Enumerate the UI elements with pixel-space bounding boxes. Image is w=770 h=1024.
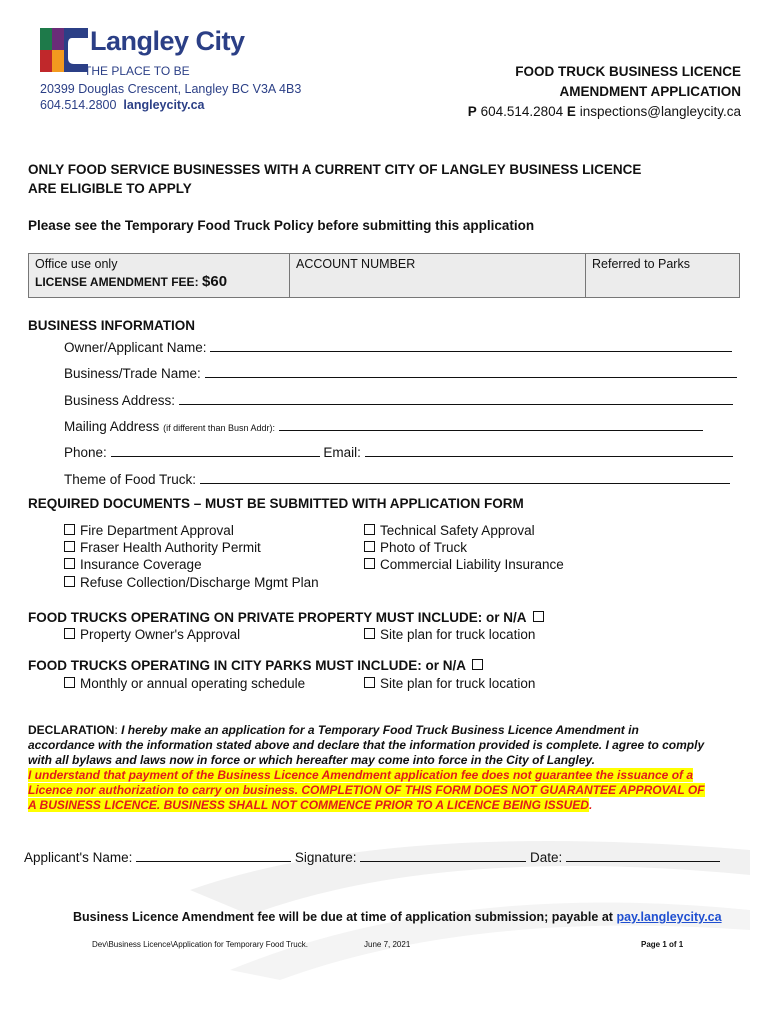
signature-row bbox=[24, 848, 720, 865]
city-address: 20399 Douglas Crescent, Langley BC V3A 4B3 bbox=[40, 82, 302, 96]
doc-fire-dept[interactable]: Fire Department Approval bbox=[64, 523, 234, 538]
owner-name-field[interactable] bbox=[210, 338, 732, 352]
checkbox-icon[interactable] bbox=[64, 576, 75, 587]
mailing-address-label: Mailing Address bbox=[64, 419, 160, 434]
declaration-warning-line2: Licence nor authorization to carry on business. COMPLETION OF THIS FORM DOES NOT GUARANTEE APPROVAL OF bbox=[28, 783, 705, 797]
inspections-email[interactable]: inspections@langleycity.ca bbox=[579, 104, 741, 119]
doc-photo-truck[interactable]: Photo of Truck bbox=[364, 540, 467, 555]
office-use-table bbox=[28, 253, 740, 298]
checkbox-icon[interactable] bbox=[64, 558, 75, 569]
required-docs-heading: REQUIRED DOCUMENTS – MUST BE SUBMITTED WITH APPLICATION FORM bbox=[28, 496, 524, 511]
trade-name-field[interactable] bbox=[205, 364, 737, 378]
theme-row bbox=[64, 470, 730, 487]
applicant-name-field[interactable] bbox=[136, 848, 291, 862]
account-number-cell: ACCOUNT NUMBER bbox=[290, 254, 586, 297]
theme-field[interactable] bbox=[200, 470, 730, 484]
declaration-warning-line3: A BUSINESS LICENCE. BUSINESS SHALL NOT COMMENCE PRIOR TO A LICENCE BEING ISSUED. bbox=[28, 798, 593, 812]
date-field[interactable] bbox=[566, 848, 720, 862]
footer-date: June 7, 2021 bbox=[364, 940, 411, 949]
parks-site-plan[interactable]: Site plan for truck location bbox=[364, 676, 535, 691]
doc-technical-safety[interactable]: Technical Safety Approval bbox=[364, 523, 535, 538]
doc-fraser-health[interactable]: Fraser Health Authority Permit bbox=[64, 540, 261, 555]
logo-name: Langley City bbox=[90, 26, 245, 56]
checkbox-icon[interactable] bbox=[64, 677, 75, 688]
declaration-line2: accordance with the information stated above and declare that the information provided is complete. I agree to comply bbox=[28, 738, 705, 752]
date-label: Date: bbox=[530, 850, 563, 865]
business-info-heading: BUSINESS INFORMATION bbox=[28, 318, 196, 333]
footer-path: Dev\Business Licence\Application for Temporary Food Truck. bbox=[92, 940, 308, 949]
owner-name-row bbox=[64, 338, 732, 355]
phone-email-row bbox=[64, 443, 733, 460]
city-parks-heading: FOOD TRUCKS OPERATING IN CITY PARKS MUST INCLUDE: or N/A bbox=[28, 658, 488, 673]
trade-name-row bbox=[64, 364, 737, 381]
operating-schedule[interactable]: Monthly or annual operating schedule bbox=[64, 676, 305, 691]
phone-field[interactable] bbox=[111, 443, 320, 457]
mailing-address-field[interactable] bbox=[279, 417, 703, 431]
declaration-line1: DECLARATION: I hereby make an application for a Temporary Food Truck Business Licence Amendment in bbox=[28, 723, 639, 737]
signature-field[interactable] bbox=[360, 848, 526, 862]
email-field[interactable] bbox=[365, 443, 733, 457]
eligibility-line2: ARE ELIGIBLE TO APPLY bbox=[28, 181, 192, 196]
declaration-warning-line1: I understand that payment of the Business Licence Amendment application fee does not guarantee the issuance of a bbox=[28, 768, 694, 782]
doc-liability-insurance[interactable]: Commercial Liability Insurance bbox=[364, 557, 564, 572]
checkbox-icon[interactable] bbox=[64, 524, 75, 535]
private-property-heading: FOOD TRUCKS OPERATING ON PRIVATE PROPERTY MUST INCLUDE: or N/A bbox=[28, 610, 549, 625]
doc-insurance[interactable]: Insurance Coverage bbox=[64, 557, 202, 572]
city-website: langleycity.ca bbox=[123, 98, 205, 112]
business-address-label: Business Address: bbox=[64, 393, 176, 408]
checkbox-icon[interactable] bbox=[364, 541, 375, 552]
trade-name-label: Business/Trade Name: bbox=[64, 366, 201, 381]
policy-note: Please see the Temporary Food Truck Policy before submitting this application bbox=[28, 218, 535, 233]
mailing-address-row bbox=[64, 417, 703, 434]
checkbox-icon[interactable] bbox=[64, 628, 75, 639]
logo-tagline: THE PLACE TO BE bbox=[84, 64, 190, 78]
email-label: Email: bbox=[323, 445, 361, 460]
business-address-field[interactable] bbox=[179, 391, 733, 405]
private-property-na-checkbox[interactable] bbox=[533, 611, 544, 622]
office-use-label: Office use only bbox=[35, 257, 118, 271]
checkbox-icon[interactable] bbox=[364, 628, 375, 639]
declaration-line3: with all bylaws and laws now in force or which hereafter may come into force in the City of Langley. bbox=[28, 753, 596, 767]
city-phone: 604.514.2800 bbox=[40, 98, 117, 112]
payment-note: Business Licence Amendment fee will be due at time of application submission; payable at pay.langleycity.ca bbox=[73, 910, 722, 924]
checkbox-icon[interactable] bbox=[364, 677, 375, 688]
applicant-name-label: Applicant's Name: bbox=[24, 850, 133, 865]
city-parks-na-checkbox[interactable] bbox=[472, 659, 483, 670]
fee-label: LICENSE AMENDMENT FEE: bbox=[35, 275, 199, 289]
payment-link[interactable]: pay.langleycity.ca bbox=[616, 910, 722, 924]
owner-name-label: Owner/Applicant Name: bbox=[64, 340, 207, 355]
office-use-cell bbox=[29, 254, 290, 297]
referred-to-parks-cell: Referred to Parks bbox=[592, 257, 690, 271]
signature-label: Signature: bbox=[294, 850, 357, 865]
eligibility-line1: ONLY FOOD SERVICE BUSINESSES WITH A CURRENT CITY OF LANGLEY BUSINESS LICENCE bbox=[28, 162, 642, 177]
business-address-row bbox=[64, 391, 733, 408]
doc-refuse-plan[interactable]: Refuse Collection/Discharge Mgmt Plan bbox=[64, 575, 319, 590]
background-swoosh-icon bbox=[190, 820, 750, 980]
footer-page: Page 1 of 1 bbox=[641, 940, 684, 949]
inspections-phone: 604.514.2804 bbox=[480, 104, 564, 119]
city-contact bbox=[40, 98, 204, 112]
checkbox-icon[interactable] bbox=[364, 558, 375, 569]
checkbox-icon[interactable] bbox=[364, 524, 375, 535]
fee-value: $60 bbox=[202, 273, 228, 290]
form-title-line2: AMENDMENT APPLICATION bbox=[559, 84, 741, 99]
theme-label: Theme of Food Truck: bbox=[64, 472, 197, 487]
mailing-address-note: (if different than Busn Addr): bbox=[163, 423, 275, 433]
checkbox-icon[interactable] bbox=[64, 541, 75, 552]
inspections-contact: P 604.514.2804 E inspections@langleycity.ca bbox=[467, 104, 741, 119]
property-owner-approval[interactable]: Property Owner's Approval bbox=[64, 627, 240, 642]
form-title-line1: FOOD TRUCK BUSINESS LICENCE bbox=[515, 64, 741, 79]
langley-city-logo-icon bbox=[38, 24, 90, 76]
private-site-plan[interactable]: Site plan for truck location bbox=[364, 627, 535, 642]
phone-label: Phone: bbox=[64, 445, 107, 460]
